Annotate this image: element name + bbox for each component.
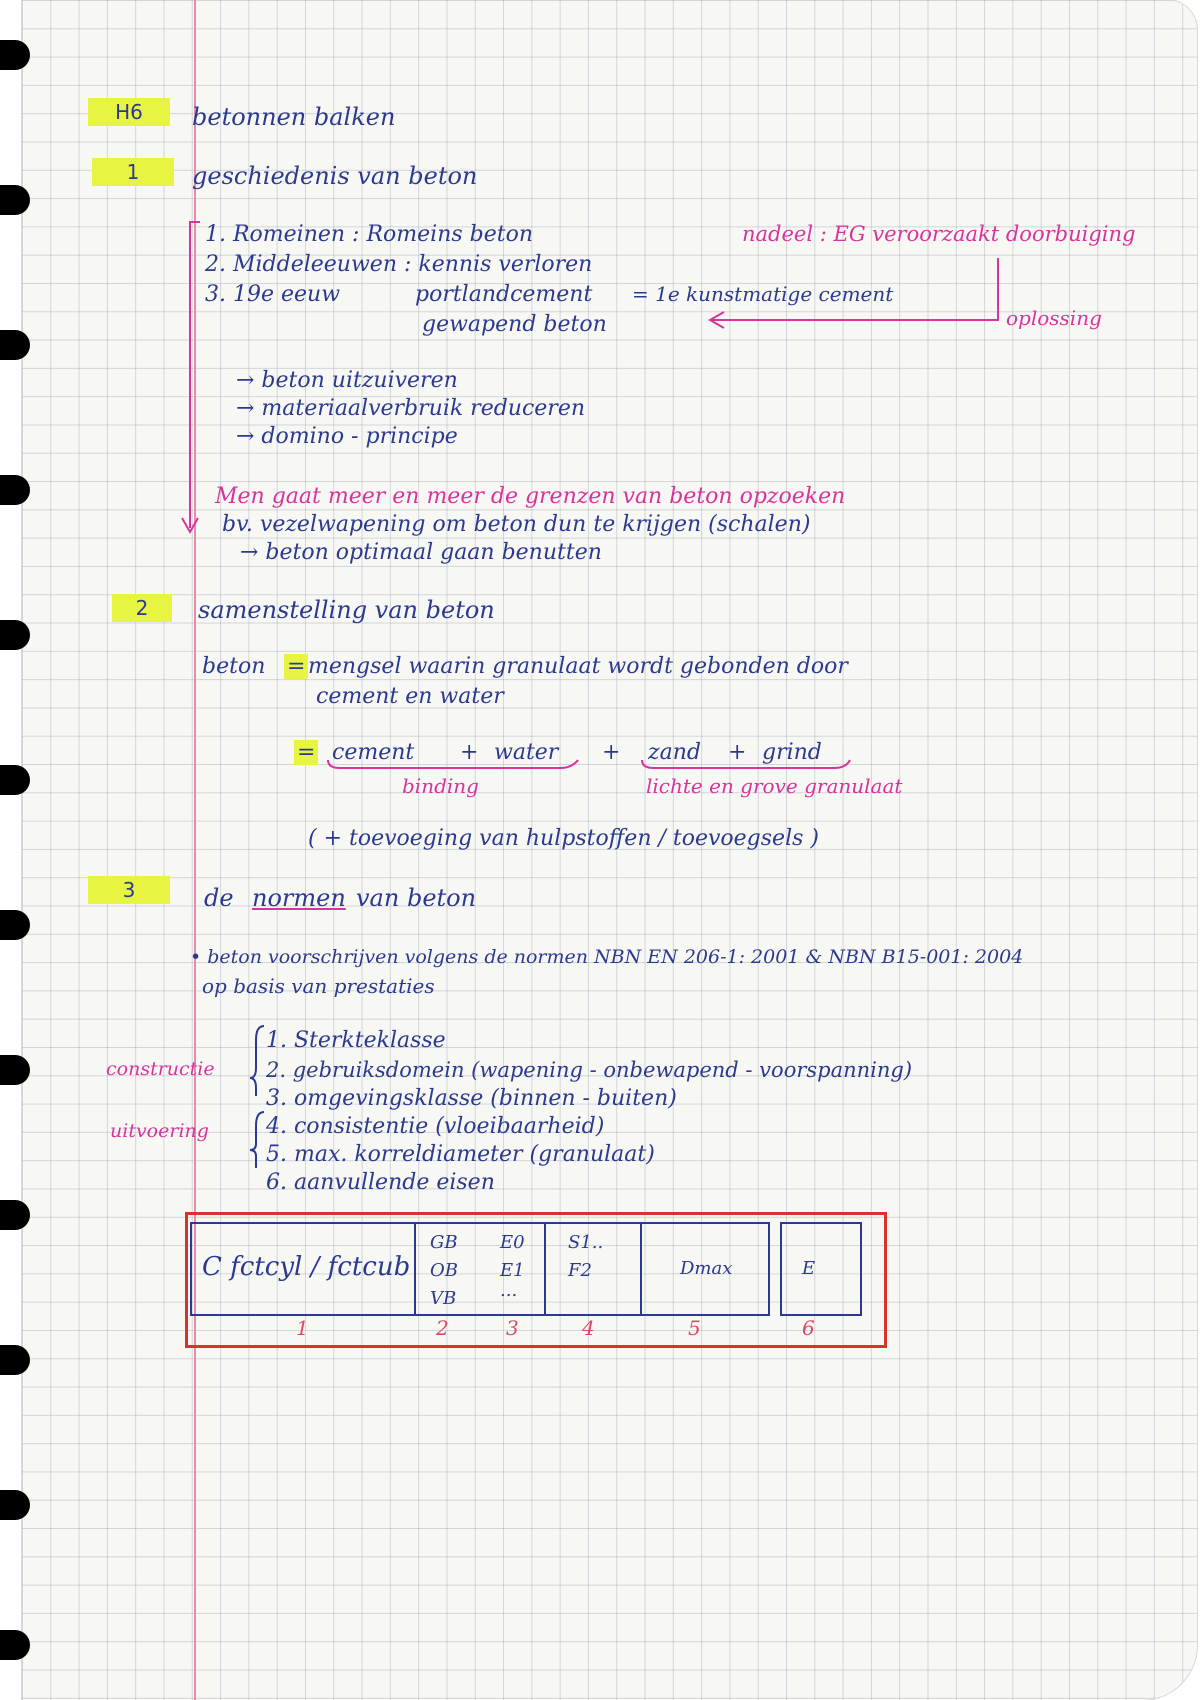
arrow-item-3: → domino - principe — [236, 424, 458, 449]
timeline-arrow-line — [190, 222, 200, 528]
chapter-title: betonnen balken — [192, 103, 396, 131]
norm-item-5: 5. max. korreldiameter (granulaat) — [266, 1142, 655, 1167]
section-tag-1: 1 — [92, 158, 174, 186]
domain-gb: GB — [430, 1232, 458, 1253]
timeline-item-2: 2. Middeleeuwen : kennis verloren — [205, 252, 593, 277]
cell-strength-class — [190, 1222, 416, 1316]
definition-text-2: cement en water — [316, 684, 504, 709]
domain-vb: VB — [430, 1288, 457, 1309]
strength-class-text: C fctcyl / fctcub — [202, 1252, 411, 1282]
bv-text: bv. vezelwapening om beton dun te krijgen (schalen) — [222, 512, 811, 537]
normen-text: • beton voorschrijven volgens de normen NBN EN 206-1: 2001 & NBN B15-001: 2004 — [190, 946, 1024, 968]
timeline-item-3: 3. 19e eeuw — [205, 282, 341, 307]
definition-beton: beton — [202, 654, 266, 679]
exposure-more: ... — [500, 1280, 518, 1301]
formula-cement: cement — [332, 740, 415, 765]
constructie-label: constructie — [106, 1058, 215, 1080]
section-title-3b: normen — [252, 884, 346, 912]
formula-plus: + — [460, 740, 479, 765]
arrow-item-1: → beton uitzuiveren — [236, 368, 458, 393]
uitvoering-brace — [250, 1112, 264, 1168]
norm-item-2: 2. gebruiksdomein (wapening - onbewapend - voorspanning) — [266, 1058, 913, 1082]
section-tag-3: 3 — [88, 876, 170, 904]
definition-equals: = — [284, 654, 308, 679]
constructie-brace — [250, 1026, 264, 1096]
section-title-2: samenstelling van beton — [198, 596, 495, 624]
formula-grind: grind — [762, 740, 822, 765]
cell-consistency — [544, 1222, 642, 1316]
prestaties-text: op basis van prestaties — [202, 974, 435, 998]
cell-domain-exposure — [414, 1222, 546, 1316]
column-number: 1 — [296, 1316, 309, 1340]
oplossing-note: oplossing — [1006, 306, 1102, 330]
granulaat-label: lichte en grove granulaat — [646, 774, 903, 798]
norm-item-1: 1. Sterkteklasse — [266, 1028, 446, 1053]
norm-item-6: 6. aanvullende eisen — [266, 1170, 495, 1195]
column-number: 6 — [802, 1316, 815, 1340]
section-title-3a: de — [204, 884, 234, 912]
binding-label: binding — [402, 774, 479, 798]
exposure-e0: E0 — [500, 1232, 525, 1253]
exposure-e1: E1 — [500, 1260, 525, 1281]
section-title-3c: van beton — [356, 884, 477, 912]
portland-text: portlandcement — [415, 282, 593, 307]
column-number: 4 — [582, 1316, 595, 1340]
dmax-text: Dmax — [680, 1258, 733, 1279]
grenzen-text: Men gaat meer en meer de grenzen van beton opzoeken — [215, 484, 846, 509]
nadeel-note: nadeel : EG veroorzaakt doorbuiging — [742, 222, 1136, 246]
extra-req-text: E — [802, 1258, 816, 1279]
cell-dmax — [640, 1222, 770, 1316]
domain-ob: OB — [430, 1260, 458, 1281]
formula-equals: = — [294, 740, 318, 765]
norm-item-3: 3. omgevingsklasse (binnen - buiten) — [266, 1086, 677, 1111]
cell-extra-req — [780, 1222, 862, 1316]
formula-plus: + — [728, 740, 747, 765]
gewapend-beton: gewapend beton — [422, 312, 607, 337]
definition-text: mengsel waarin granulaat wordt gebonden door — [308, 654, 848, 679]
formula-plus: + — [602, 740, 621, 765]
optimaal-text: → beton optimaal gaan benutten — [240, 540, 602, 565]
column-number: 2 — [436, 1316, 449, 1340]
section-tag-2: 2 — [112, 594, 172, 622]
norm-item-4: 4. consistentie (vloeibaarheid) — [266, 1114, 605, 1139]
uitvoering-label: uitvoering — [110, 1120, 209, 1142]
chapter-tag: H6 — [88, 98, 170, 126]
formula-water: water — [494, 740, 559, 765]
formula-zand: zand — [648, 740, 701, 765]
column-number: 5 — [688, 1316, 701, 1340]
column-number: 3 — [506, 1316, 519, 1340]
portland-eq: = 1e kunstmatige cement — [632, 282, 894, 306]
section-title-1: geschiedenis van beton — [192, 162, 478, 190]
consistency-f: F2 — [568, 1260, 592, 1281]
arrow-item-2: → materiaalverbruik reduceren — [236, 396, 586, 421]
consistency-s: S1.. — [568, 1232, 604, 1253]
hulpstoffen-note: ( + toevoeging van hulpstoffen / toevoegsels ) — [308, 826, 819, 851]
timeline-item-1: 1. Romeinen : Romeins beton — [205, 222, 534, 247]
